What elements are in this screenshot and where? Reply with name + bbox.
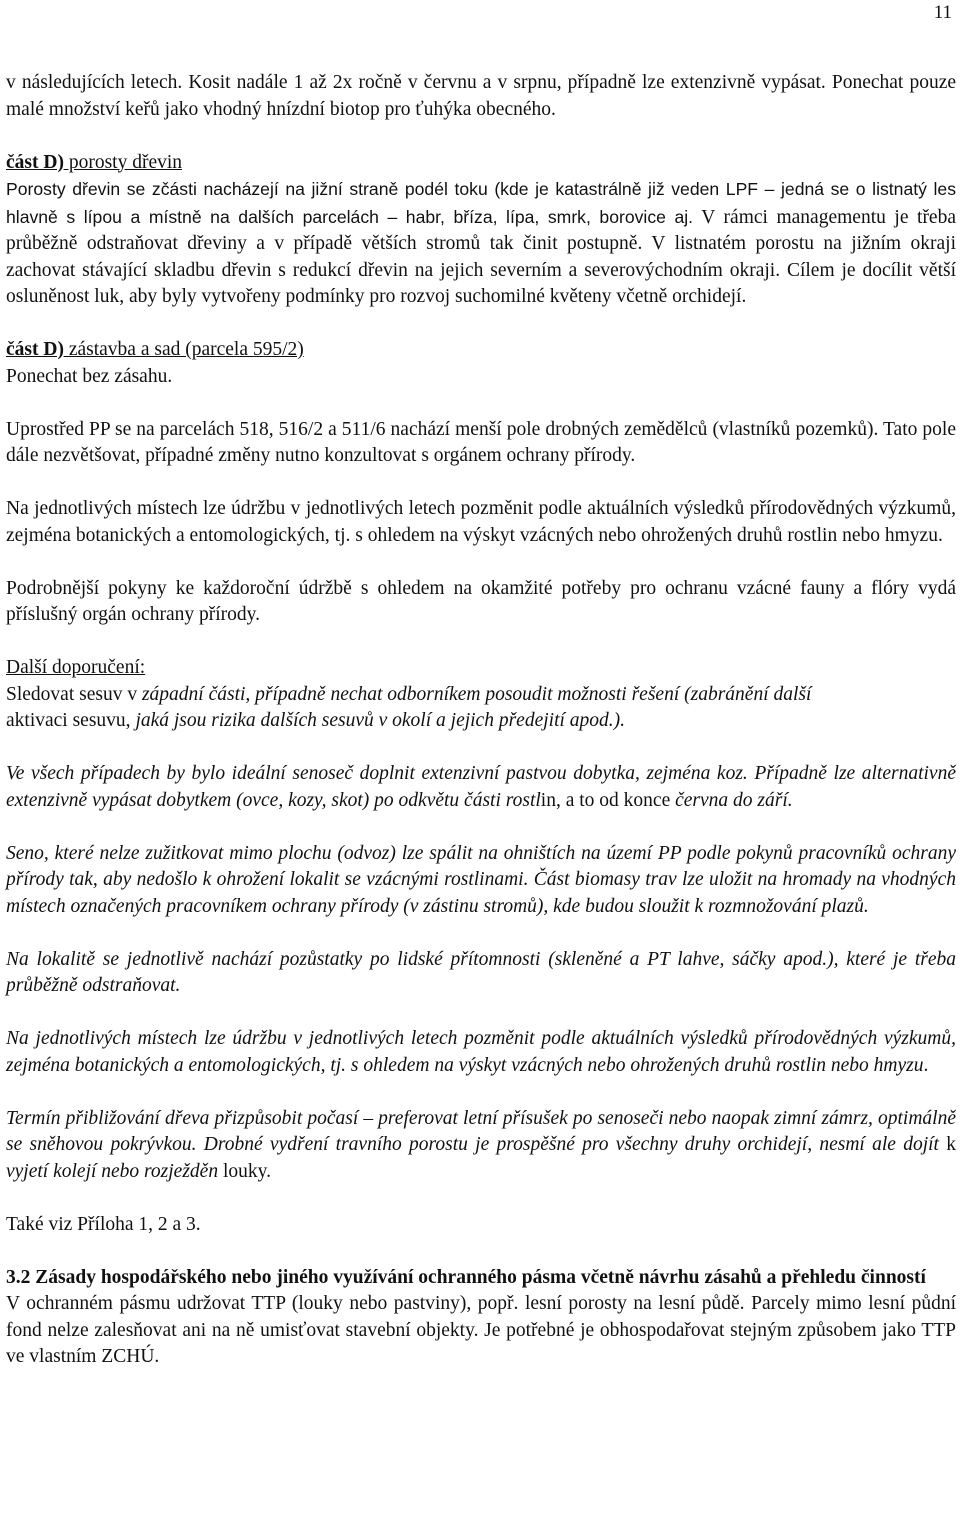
- further-heading: Další doporučení:: [6, 657, 146, 678]
- paragraph-grazing: [6, 761, 956, 814]
- hay-burning-text: Seno, které nelze zužitkovat mimo plochu (odvoz) lze spálit na ohništích na území PP podle pokynů pracovníků ochrany přírody tak, aby nedošlo k ohrožení lokalit se vzácnými rostlinami. Část biomasy trav lze uložit na hromady na vhodných místech označených pracovníkem ochrany přírody (v zástinu stromů), kde budou sloužit k rozmnožování plazů.: [6, 842, 956, 917]
- paragraph-litter: [6, 947, 956, 1000]
- paragraph-hay-burning: [6, 841, 956, 921]
- section-d-orchard-heading: [6, 337, 956, 364]
- section-d-woody-heading: [6, 150, 956, 177]
- woody-text-serif: V rámci managementu je třeba průběžně odstraňovat dřeviny a v případě větších stromů tak činit postupně. V listnatém porostu na jižním okraji zachovat stávající skladbu dřevin s redukcí dřevin na jejich severním a severovýchodním okraji. Cílem je docílit větší osluněnost luk, aby byly vytvořeny podmínky pro rozvoj suchomilné květeny včetně orchidejí.: [6, 206, 956, 307]
- section-3-2-text: V ochranném pásmu udržovat TTP (louky nebo pastviny), popř. lesní porosty na lesní půdě. Parcely mimo lesní půdní fond nelze zalesňovat ani na ně umisťovat stavební objekty. Je potřebné je obhospodařovat stejným způsobem jako TTP ve vlastním ZCHÚ.: [6, 1293, 956, 1367]
- paragraph-see-appendix: Také viz Příloha 1, 2 a 3.: [6, 1213, 201, 1235]
- paragraph-maintenance-italic: [6, 1026, 956, 1079]
- paragraph-mowing: v následujících letech. Kosit nadále 1 až 2x ročně v červnu a v srpnu, případně lze extenzivně vypásat. Ponechat pouze malé množství keřů jako vhodný hnízdní biotop pro ťuhýka obecného.: [6, 72, 956, 120]
- section-d-orchard-text: Ponechat bez zásahu.: [6, 365, 173, 387]
- maintenance-italic-end: .: [923, 1054, 929, 1076]
- further-recommendations-heading: [6, 655, 956, 682]
- woody-text-sans: Porosty dřevin se zčásti nacházejí na jižní straně podél toku (kde je katastrálně již veden LPF – jedná se o listnatý les hlavně s lípou a místně na dalších parcelách – habr, bříza, lípa, smrk, borovice aj.: [6, 179, 956, 227]
- section-label: část D): [6, 151, 64, 173]
- section-label: část D): [6, 339, 64, 360]
- document-body: [6, 70, 956, 1371]
- landslide-italic: západní části, případně nechat odborníkem posoudit možnosti řešení (zabránění další: [141, 683, 812, 705]
- grazing-plain: in, a to od konce: [540, 789, 676, 811]
- timing-plain: k: [946, 1134, 956, 1155]
- section-3-2-heading: [6, 1265, 956, 1292]
- landslide-line2: aktivaci sesuvu,: [6, 710, 136, 731]
- maintenance-italic-text: Na jednotlivých místech lze údržbu v jednotlivých letech pozměnit podle aktuálních výsledků přírodovědných výzkumů, zejména botanických a entomologických, tj. s ohledem na výskyt vzácných nebo ohrožených druhů rostlin nebo hmyzu: [6, 1028, 956, 1076]
- landslide-line2-italic: jaká jsou rizika dalších sesuvů v okolí a jejich předejití apod.).: [135, 710, 626, 731]
- paragraph-detailed-instructions: Podrobnější pokyny ke každoroční údržbě s ohledem na okamžité potřeby pro ochranu vzácné fauny a flóry vydá příslušný orgán ochrany přírody.: [6, 577, 956, 625]
- paragraph-wood-timing: [6, 1106, 956, 1186]
- paragraph-maintenance: Na jednotlivých místech lze údržbu v jednotlivých letech pozměnit podle aktuálních výsledků přírodovědných výzkumů, zejména botanických a entomologických, tj. s ohledem na výskyt vzácných nebo ohrožených druhů rostlin nebo hmyzu.: [6, 498, 956, 546]
- section-title: zástavba a sad (parcela 595/2): [63, 339, 304, 360]
- page-number: 11: [933, 2, 952, 23]
- landslide-start: Sledovat sesuv v: [6, 683, 142, 705]
- grazing-italic: Ve všech případech by bylo ideální senoseč doplnit extenzivní pastvou dobytka, zejména koz. Případně lze alternativně extenzivně vypásat dobytkem (ovce, kozy, skot) po odkvětu části rostl: [6, 763, 956, 811]
- litter-text: Na lokalitě se jednotlivě nachází pozůstatky po lidské přítomnosti (skleněné a PT lahve, sáčky apod.), které je třeba průběžně odstraňovat.: [6, 948, 956, 996]
- timing-italic-2: vyjetí kolejí nebo rozježděn: [6, 1160, 223, 1182]
- timing-italic: Termín přibližování dřeva přizpůsobit počasí – preferovat letní přísušek po senoseči nebo naopak zimní zámrz, optimálně se sněhovou pokrývkou. Drobné vydření travního porostu je prospěšné pro všechny druhy orchidejí, nesmí ale dojít: [6, 1107, 956, 1155]
- section-title: porosty dřevin: [63, 151, 183, 173]
- further-recommendations-text: [6, 682, 956, 735]
- paragraph-fields: Uprostřed PP se na parcelách 518, 516/2 a 511/6 nachází menší pole drobných zemědělců (vlastníků pozemků). Tato pole dále nezvětšovat, případné změny nutno konzultovat s orgánem ochrany přírody.: [6, 418, 956, 466]
- section-d-woody-text: [6, 176, 956, 311]
- timing-plain-2: louky.: [222, 1160, 271, 1182]
- section-number: 3.2: [6, 1266, 31, 1288]
- section-heading: Zásady hospodářského nebo jiného využívání ochranného pásma včetně návrhu zásahů a přehledu činností: [30, 1266, 926, 1288]
- grazing-italic-end: června do září.: [675, 789, 793, 811]
